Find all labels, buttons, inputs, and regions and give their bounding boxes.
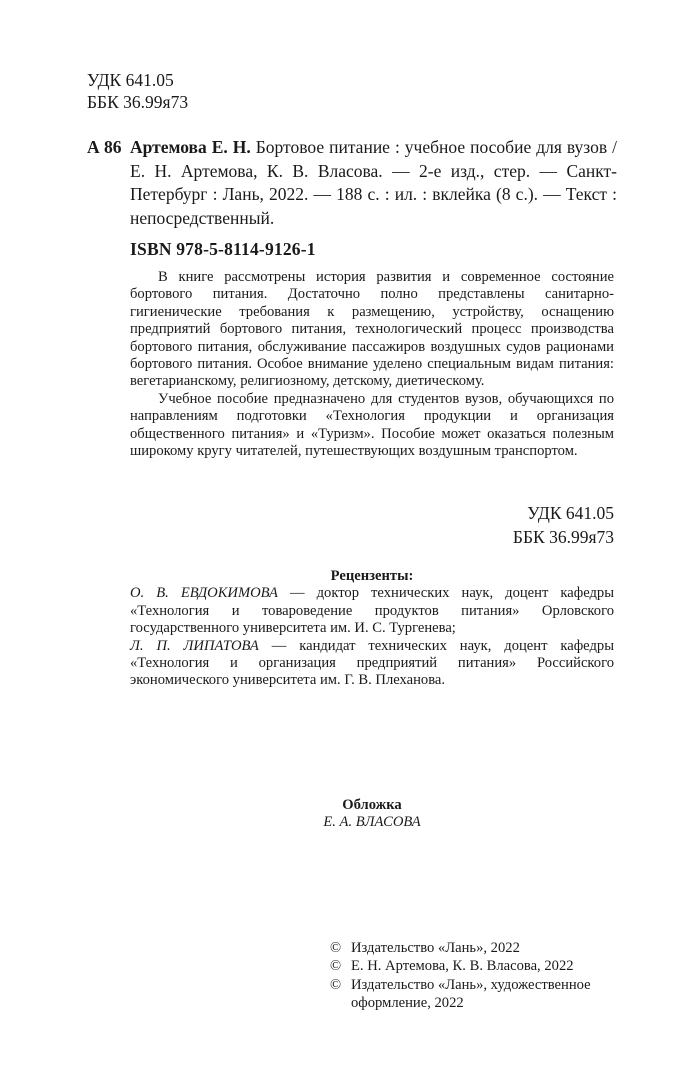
abstract-paragraph: Учебное пособие предназначено для студентов вузов, обучающихся по направлениям подготовки «Технология продукции и организация общественного питания» и «Туризм». Пособие может оказаться полезным широкому кругу читателей, путешествующих воздушным транспортом. <box>130 390 614 460</box>
isbn: ISBN 978-5-8114-9126-1 <box>130 239 316 259</box>
reviewer-name: О. В. ЕВДОКИМОВА <box>130 585 278 602</box>
udk-block-bottom <box>450 501 614 549</box>
cover-heading: Обложка <box>342 797 402 813</box>
copyright-block <box>330 939 620 1012</box>
reviewer-details: — кандидат технических наук, доцент кафедры «Технология и организация предприятий питания» Российского экономического университета им. Г. В. Плеханова. <box>130 637 614 689</box>
copyright-line <box>330 957 620 975</box>
reviewer-entry <box>130 638 614 690</box>
author-name: Артемова Е. Н. <box>130 137 251 157</box>
copyright-symbol: © <box>330 940 342 956</box>
copyright-line <box>330 939 620 957</box>
author-mark: А 86 <box>87 137 122 157</box>
abstract-paragraph: В книге рассмотрены история развития и современное состояние бортового питания. Достаточно полно представлены санитарно-гигиенические требования к размещению, устройству, оснащению предприятий бортового питания, технологический процесс производства бортового питания, обслуживание пассажиров воздушных судов рационами бортового питания. Особое внимание уделено специальным видам питания: вегетарианскому, религиозному, детскому, диетическому. <box>130 269 614 390</box>
reviewer-entry <box>130 585 614 637</box>
copyright-text: Е. Н. Артемова, К. В. Власова, 2022 <box>351 958 574 975</box>
reviewers-block <box>130 568 614 690</box>
bibliographic-description <box>130 136 617 230</box>
reviewers-heading: Рецензенты: <box>330 568 414 584</box>
copyright-text: Издательство «Лань», художественное оформление, 2022 <box>351 976 591 1011</box>
bbk-code: ББК 36.99я73 <box>512 527 614 547</box>
reviewer-name: Л. П. ЛИПАТОВА <box>130 637 259 654</box>
cover-artist: Е. А. ВЛАСОВА <box>323 814 421 831</box>
bbk-code: ББК 36.99я73 <box>87 92 189 112</box>
copyright-symbol: © <box>330 976 342 993</box>
description-text: Бортовое питание : учебное пособие для вузов / Е. Н. Артемова, К. В. Власова. — 2-е изд., стер. — Санкт-Петербург : Лань, 2022. — 188 с. : ил. : вклейка (8 с.). — Текст : непосредственный. <box>130 137 617 228</box>
copyright-text: Издательство «Лань», 2022 <box>351 940 520 956</box>
cover-credit <box>130 797 614 832</box>
catalog-entry <box>87 136 617 230</box>
abstract <box>130 269 614 460</box>
udk-code: УДК 641.05 <box>87 70 174 90</box>
copyright-symbol: © <box>330 958 342 975</box>
copyright-line <box>330 976 620 1013</box>
udk-code: УДК 641.05 <box>527 503 614 523</box>
reviewer-details: — доктор технических наук, доцент кафедры «Технология и товароведение продуктов питания» Орловского государственного университета им. И. С. Тургенева; <box>130 585 614 637</box>
udk-block-top <box>87 69 188 113</box>
